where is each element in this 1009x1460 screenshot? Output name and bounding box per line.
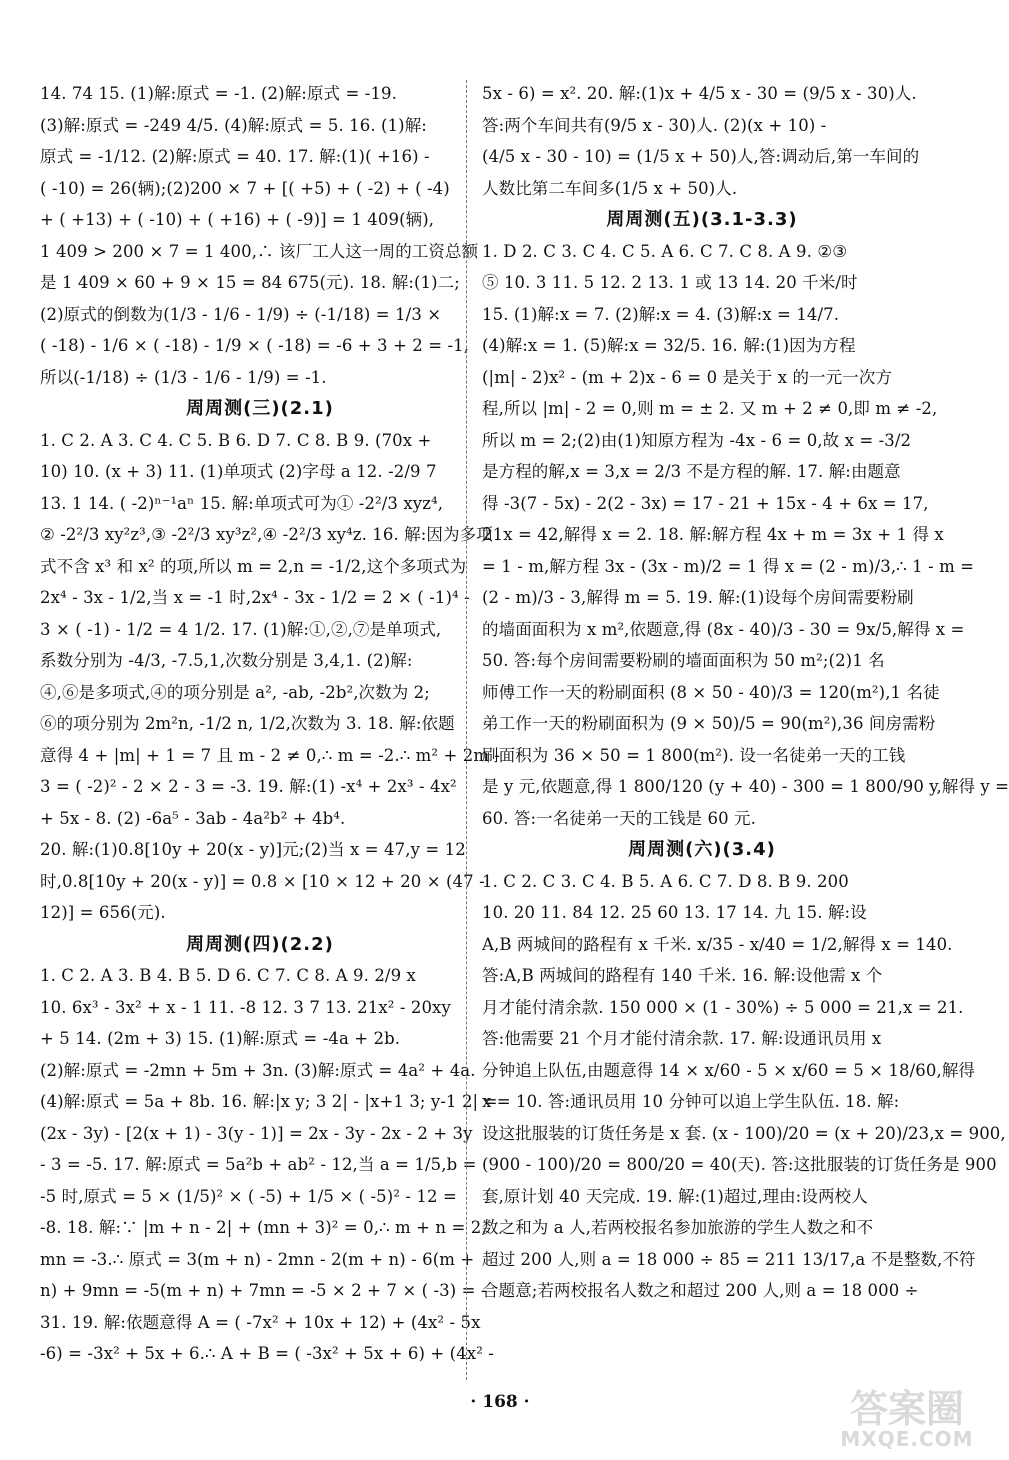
answer-line: 程,所以 |m| - 2 = 0,则 m = ± 2. 又 m + 2 ≠ 0,即 m ≠ -2, — [482, 399, 938, 418]
answer-line: (2x - 3y) - [2(x + 1) - 3(y - 1)] = 2x - 3y - 2x - 2 + 3y — [40, 1123, 473, 1143]
answer-line: 14. 74 15. (1)解:原式 = -1. (2)解:原式 = -19. — [40, 84, 397, 103]
answer-line: 时,0.8[10y + 20(x - y)] = 0.8 × [10 × 12 + 20 × (47 - — [40, 871, 485, 891]
section-heading: 周周测(三)(2.1) — [186, 398, 334, 419]
answer-line: 3 = ( -2)² - 2 × 2 - 3 = -3. 19. 解:(1) -x⁴ + 2x³ - 4x² — [40, 777, 457, 796]
answer-line: 1. D 2. C 3. C 4. C 5. A 6. C 7. C 8. A 9. ②③ — [482, 241, 848, 261]
answer-line: (2 - m)/3 - 3,解得 m = 5. 19. 解:(1)设每个房间需要粉刷 — [482, 588, 914, 607]
answer-line: 系数分别为 -4/3, -7.5,1,次数分别是 3,4,1. (2)解: — [40, 651, 413, 670]
answer-line: 1. C 2. A 3. B 4. B 5. D 6. C 7. C 8. A 9. 2/9 x — [40, 966, 416, 985]
answer-line: n) + 9mn = -5(m + n) + 7mn = -5 × 2 + 7 × ( -3) = - — [40, 1281, 487, 1300]
answer-line: 13. 1 14. ( -2)ⁿ⁻¹aⁿ 15. 解:单项式可为① -2²/3 xyz⁴, — [40, 493, 444, 513]
answer-line: ( -18) - 1/6 × ( -18) - 1/9 × ( -18) = -6 + 3 + 2 = -1, — [40, 336, 470, 355]
answer-line: 10. 20 11. 84 12. 25 60 13. 17 14. 九 15. 解:设 — [482, 903, 867, 922]
answer-line: ⑤ 10. 3 11. 5 12. 2 13. 1 或 13 14. 20 千米/时 — [482, 273, 858, 292]
watermark-url: MXQE.COM — [840, 1427, 974, 1451]
answer-line: 答:他需要 21 个月才能付清余款. 17. 解:设通讯员用 x — [482, 1029, 882, 1048]
answer-line: 原式 = -1/12. (2)解:原式 = 40. 17. 解:(1)( +16) - — [40, 147, 430, 166]
answer-line: 10. 6x³ - 3x² + x - 1 11. -8 12. 3 7 13. 21x² - 20xy — [40, 997, 451, 1017]
answer-line: (4/5 x - 30 - 10) = (1/5 x + 50)人,答:调动后,第一车间的 — [482, 147, 920, 166]
answer-line: 21x = 42,解得 x = 2. 18. 解:解方程 4x + m = 3x + 1 得 x — [482, 525, 944, 544]
answer-line: 式不含 x³ 和 x² 的项,所以 m = 2,n = -1/2,这个多项式为 — [40, 556, 467, 576]
answer-line: 答:A,B 两城间的路程有 140 千米. 16. 解:设他需 x 个 — [482, 966, 883, 985]
answer-line: 意得 4 + |m| + 1 = 7 且 m - 2 ≠ 0,∴ m = -2.∴ m² + 2m - — [40, 745, 501, 765]
answer-line: 15. (1)解:x = 7. (2)解:x = 4. (3)解:x = 14/7. — [482, 304, 840, 324]
answer-line: 所以(-1/18) ÷ (1/3 - 1/6 - 1/9) = -1. — [40, 367, 327, 387]
answer-line: 3 × ( -1) - 1/2 = 4 1/2. 17. (1)解:①,②,⑦是单项式, — [40, 619, 442, 639]
answer-line: 是 1 409 × 60 + 9 × 15 = 84 675(元). 18. 解:(1)二; — [40, 273, 460, 292]
answer-line: 套,原计划 40 天完成. 19. 解:(1)超过,理由:设两校人 — [482, 1186, 868, 1206]
watermark-logo — [822, 1387, 992, 1452]
answer-line: (4)解:原式 = 5a + 8b. 16. 解:|x y; 3 2| - |x+1 3; y-1 2| = — [40, 1092, 498, 1111]
watermark-text: 答案圈 — [849, 1387, 964, 1431]
answer-line: 是 y 元,依题意,得 1 800/120 (y + 40) - 300 = 1 800/90 y,解得 y = — [482, 777, 1009, 796]
answer-line: 答:两个车间共有(9/5 x - 30)人. (2)(x + 10) - — [482, 115, 827, 135]
answer-line: (3)解:原式 = -249 4/5. (4)解:原式 = 5. 16. (1)解: — [40, 115, 427, 135]
answer-line: 师傅工作一天的粉刷面积 (8 × 50 - 40)/3 = 120(m²),1 名徒 — [482, 682, 940, 702]
answer-line: 是方程的解,x = 3,x = 2/3 不是方程的解. 17. 解:由题意 — [482, 462, 901, 481]
answer-line: 数之和为 a 人,若两校报名参加旅游的学生人数之和不 — [482, 1218, 874, 1237]
answer-line: 20. 解:(1)0.8[10y + 20(x - y)]元;(2)当 x = 47,y = 12 — [40, 840, 466, 859]
answer-line: mn = -3.∴ 原式 = 3(m + n) - 2mn - 2(m + n) - 6(m + — [40, 1249, 475, 1269]
answer-line: + 5x - 8. (2) -6a⁵ - 3ab - 4a²b² + 4b⁴. — [40, 808, 346, 828]
answer-line: ② -2²/3 xy²z³,③ -2²/3 xy³z²,④ -2²/3 xy⁴z. 16. 解:因为多项 — [40, 525, 493, 544]
answer-line: 31. 19. 解:依题意得 A = ( -7x² + 10x + 12) + (4x² - 5x — [40, 1312, 481, 1332]
answer-line: 得 -3(7 - 5x) - 2(2 - 3x) = 17 - 21 + 15x - 4 + 6x = 17, — [482, 493, 929, 513]
answer-line: -6) = -3x² + 5x + 6.∴ A + B = ( -3x² + 5x + 6) + (4x² - — [40, 1344, 494, 1363]
answer-line: (4)解:x = 1. (5)解:x = 32/5. 16. 解:(1)因为方程 — [482, 336, 856, 355]
answer-line: 60. 答:一名徒弟一天的工钱是 60 元. — [482, 808, 756, 828]
right-column — [482, 78, 1009, 1307]
answer-line: - 3 = -5. 17. 解:原式 = 5a²b + ab² - 12,当 a = 1/5,b = — [40, 1155, 477, 1174]
answer-line: 月才能付清余款. 150 000 × (1 - 30%) ÷ 5 000 = 21,x = 21. — [482, 997, 964, 1017]
answer-line: 弟工作一天的粉刷面积为 (9 × 50)/5 = 90(m²),36 间房需粉 — [482, 714, 936, 733]
section-heading: 周周测(五)(3.1-3.3) — [606, 209, 798, 230]
answer-line: 12)] = 656(元). — [40, 903, 166, 922]
answer-line: x = 10. 答:通讯员用 10 分钟可以追上学生队伍. 18. 解: — [482, 1092, 900, 1111]
answer-line: 所以 m = 2;(2)由(1)知原方程为 -4x - 6 = 0,故 x = -3/2 — [482, 430, 912, 450]
answer-line: 刷面积为 36 × 50 = 1 800(m²). 设一名徒弟一天的工钱 — [482, 745, 906, 765]
answer-line: 超过 200 人,则 a = 18 000 ÷ 85 = 211 13/17,a 不是整数,不符 — [482, 1249, 976, 1269]
answer-line: A,B 两城间的路程有 x 千米. x/35 - x/40 = 1/2,解得 x = 140. — [482, 934, 953, 954]
answer-line: 10) 10. (x + 3) 11. (1)单项式 (2)字母 a 12. -2/9 7 — [40, 462, 437, 481]
answer-line: 5x - 6) = x². 20. 解:(1)x + 4/5 x - 30 = (9/5 x - 30)人. — [482, 84, 917, 103]
answer-line: 1. C 2. A 3. C 4. C 5. B 6. D 7. C 8. B 9. (70x + — [40, 430, 432, 450]
page-number: · 168 · — [470, 1392, 530, 1412]
answer-line: = 1 - m,解方程 3x - (3x - m)/2 = 1 得 x = (2 - m)/3,∴ 1 - m = — [482, 556, 975, 576]
answer-line: ⑥的项分别为 2m²n, -1/2 n, 1/2,次数为 3. 18. 解:依题 — [40, 714, 455, 733]
answer-line: 1. C 2. C 3. C 4. B 5. A 6. C 7. D 8. B 9. 200 — [482, 871, 849, 891]
answer-line: (900 - 100)/20 = 800/20 = 40(天). 答:这批服装的订货任务是 900 — [482, 1155, 997, 1174]
answer-line: (|m| - 2)x² - (m + 2)x - 6 = 0 是关于 x 的一元一次方 — [482, 367, 893, 387]
answer-line: 设这批服装的订货任务是 x 套. (x - 100)/20 = (x + 20)/23,x = 900, — [482, 1123, 1006, 1143]
answer-line: 的墙面面积为 x m²,依题意,得 (8x - 40)/3 - 30 = 9x/5,解得 x = — [482, 619, 965, 639]
answer-line: 人数比第二车间多(1/5 x + 50)人. — [482, 178, 738, 198]
answer-line: 合题意;若两校报名人数之和超过 200 人,则 a = 18 000 ÷ — [482, 1281, 919, 1300]
answer-line: -8. 18. 解:∵ |m + n - 2| + (mn + 3)² = 0,∴ m + n = 2, — [40, 1218, 487, 1237]
answer-line: (2)原式的倒数为(1/3 - 1/6 - 1/9) ÷ (-1/18) = 1/3 × — [40, 304, 442, 324]
answer-line: (2)解:原式 = -2mn + 5m + 3n. (3)解:原式 = 4a² + 4a. — [40, 1060, 476, 1080]
column-divider — [466, 80, 467, 1380]
answer-line: 1 409 > 200 × 7 = 1 400,∴ 该厂工人这一周的工资总额 — [40, 241, 479, 261]
answer-line: + ( +13) + ( -10) + ( +16) + ( -9)] = 1 409(辆), — [40, 210, 435, 229]
section-heading: 周周测(六)(3.4) — [628, 839, 776, 860]
answer-line: 50. 答:每个房间需要粉刷的墙面面积为 50 m²;(2)1 名 — [482, 651, 885, 670]
answer-line: + 5 14. (2m + 3) 15. (1)解:原式 = -4a + 2b. — [40, 1029, 401, 1048]
answer-line: 2x⁴ - 3x - 1/2,当 x = -1 时,2x⁴ - 3x - 1/2 = 2 × ( -1)⁴ - — [40, 588, 470, 607]
left-column — [40, 78, 501, 1370]
answer-line: ④,⑥是多项式,④的项分别是 a², -ab, -2b²,次数为 2; — [40, 682, 430, 702]
answer-line: ( -10) = 26(辆);(2)200 × 7 + [( +5) + ( -2) + ( -4) — [40, 178, 450, 198]
section-heading: 周周测(四)(2.2) — [186, 933, 334, 955]
answer-line: -5 时,原式 = 5 × (1/5)² × ( -5) + 1/5 × ( -5)² - 12 = — [40, 1186, 457, 1206]
answer-line: 分钟追上队伍,由题意得 14 × x/60 - 5 × x/60 = 5 × 18/60,解得 — [482, 1060, 976, 1080]
